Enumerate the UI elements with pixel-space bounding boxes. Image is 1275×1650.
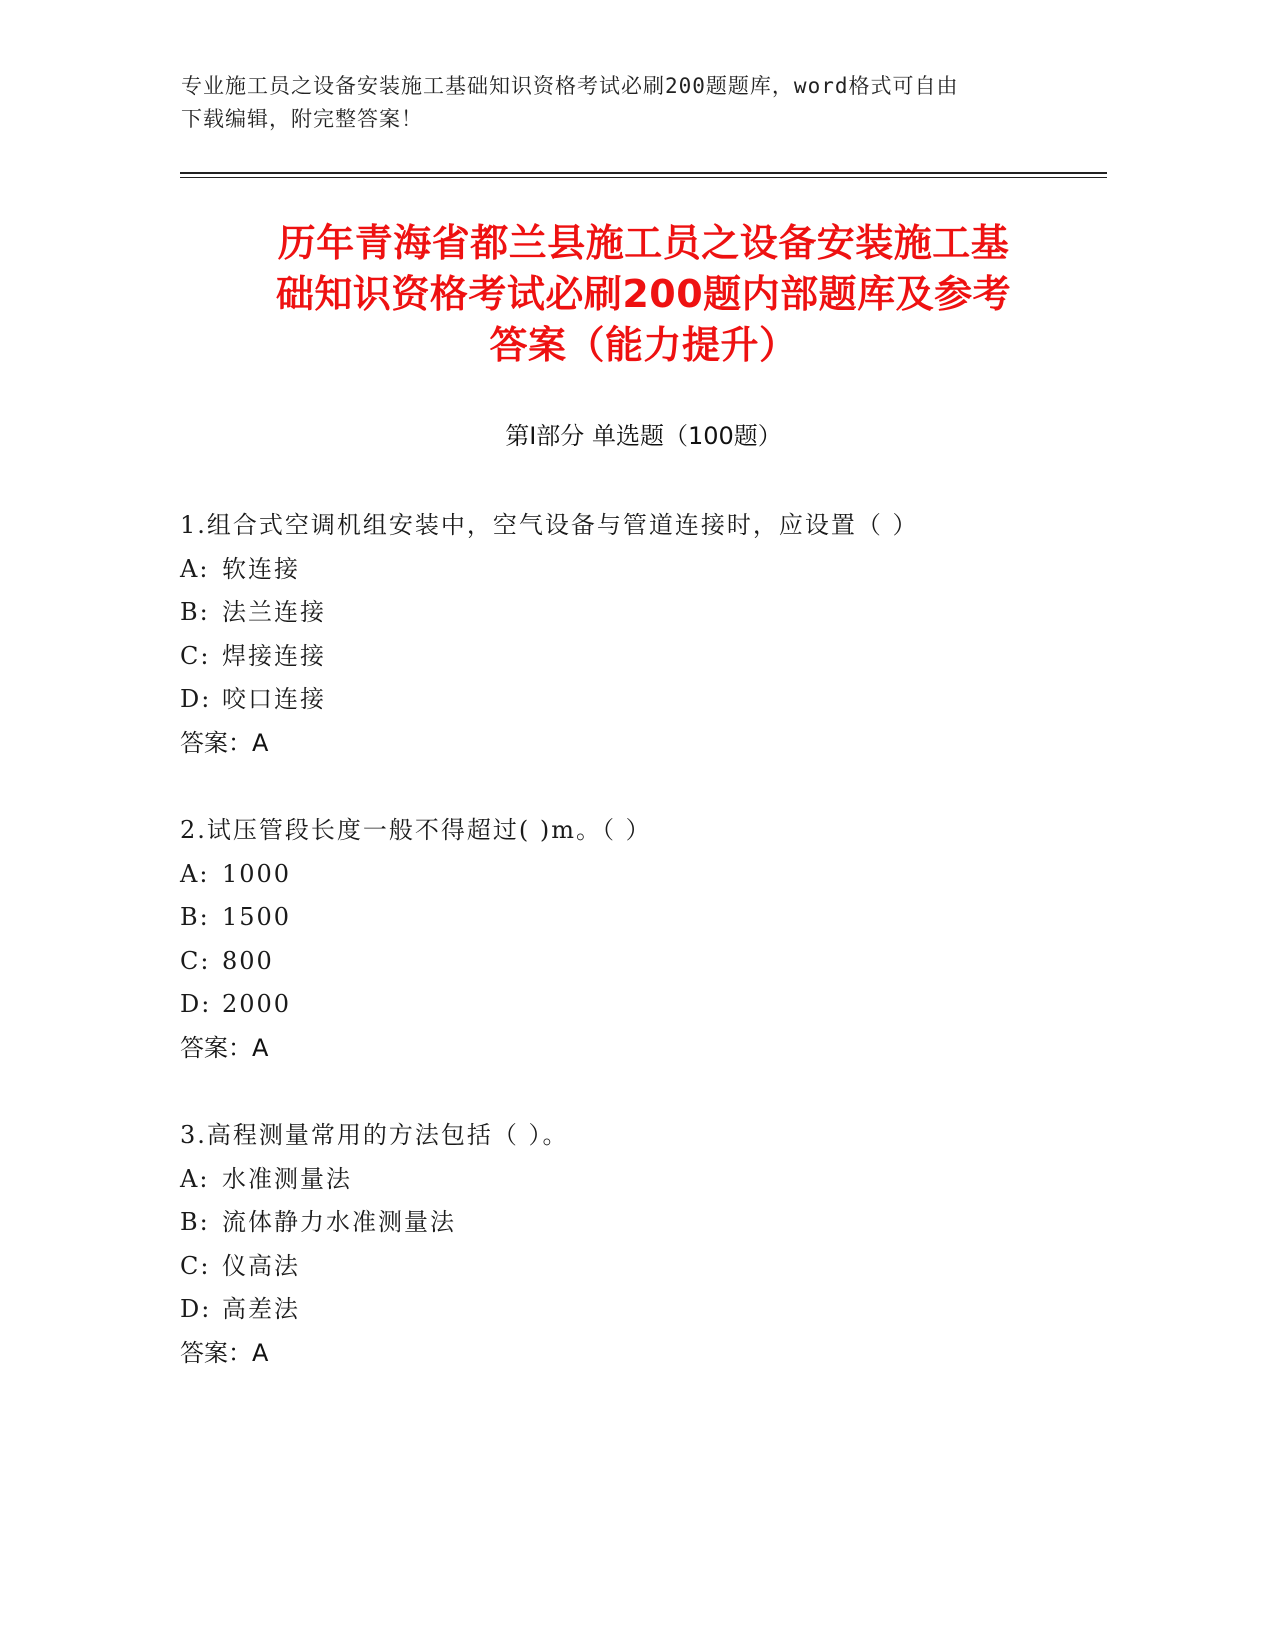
option-key: D:	[180, 685, 212, 713]
option-d	[180, 983, 1080, 1027]
option-c	[180, 1245, 1080, 1289]
document-title-line-3: 答案（能力提升）	[489, 323, 798, 367]
header-divider-thin	[180, 177, 1107, 178]
option-key: B:	[180, 598, 210, 626]
option-d	[180, 1288, 1080, 1332]
section-title: 第Ⅰ部分 单选题（100题）	[505, 422, 782, 450]
option-d	[180, 678, 1080, 722]
option-key: C:	[180, 1251, 211, 1280]
question-stem: 1.组合式空调机组安装中，空气设备与管道连接时，应设置（ ）	[180, 511, 919, 539]
option-key: B:	[180, 1208, 210, 1236]
option-text: 800	[222, 946, 274, 975]
option-key: C:	[180, 946, 211, 975]
option-key: D:	[180, 990, 212, 1018]
option-a	[180, 548, 1080, 592]
header-note	[181, 70, 1041, 136]
header-note-line-1: 专业施工员之设备安装施工基础知识资格考试必刷200题题库，word格式可自由	[181, 74, 959, 98]
option-text: 1500	[222, 903, 292, 931]
option-text: 水准测量法	[222, 1164, 352, 1193]
question-3	[180, 1114, 1080, 1375]
option-b	[180, 1201, 1080, 1245]
option-key: A:	[180, 1164, 210, 1193]
question-1	[180, 504, 1080, 765]
document-title-line-2: 础知识资格考试必刷200题内部题库及参考	[275, 272, 1012, 316]
option-a	[180, 1158, 1080, 1202]
answer: 答案：A	[180, 728, 269, 757]
answer: 答案：A	[180, 1338, 269, 1367]
option-b	[180, 896, 1080, 940]
option-text: 法兰连接	[222, 598, 326, 626]
option-text: 2000	[222, 990, 292, 1018]
question-stem: 3.高程测量常用的方法包括（ ）。	[180, 1121, 569, 1149]
option-key: A:	[180, 859, 210, 888]
option-c	[180, 940, 1080, 984]
question-stem: 2.试压管段长度一般不得超过( )m。（ ）	[180, 816, 652, 844]
option-text: 高差法	[222, 1295, 300, 1323]
document-title-line-1: 历年青海省都兰县施工员之设备安装施工基	[277, 221, 1010, 265]
option-c	[180, 635, 1080, 679]
option-key: D:	[180, 1295, 212, 1323]
option-b	[180, 591, 1080, 635]
option-key: A:	[180, 554, 210, 583]
option-key: C:	[180, 641, 211, 670]
option-a	[180, 853, 1080, 897]
header-divider-thick	[180, 172, 1107, 174]
option-text: 流体静力水准测量法	[222, 1208, 456, 1236]
document-title	[180, 218, 1107, 371]
option-text: 焊接连接	[222, 641, 326, 670]
option-key: B:	[180, 903, 210, 931]
header-note-line-2: 下载编辑，附完整答案！	[181, 107, 423, 131]
option-text: 仪高法	[222, 1251, 300, 1280]
option-text: 1000	[222, 859, 292, 888]
option-text: 咬口连接	[222, 685, 326, 713]
option-text: 软连接	[222, 554, 300, 583]
answer: 答案：A	[180, 1033, 269, 1062]
question-2	[180, 809, 1080, 1070]
